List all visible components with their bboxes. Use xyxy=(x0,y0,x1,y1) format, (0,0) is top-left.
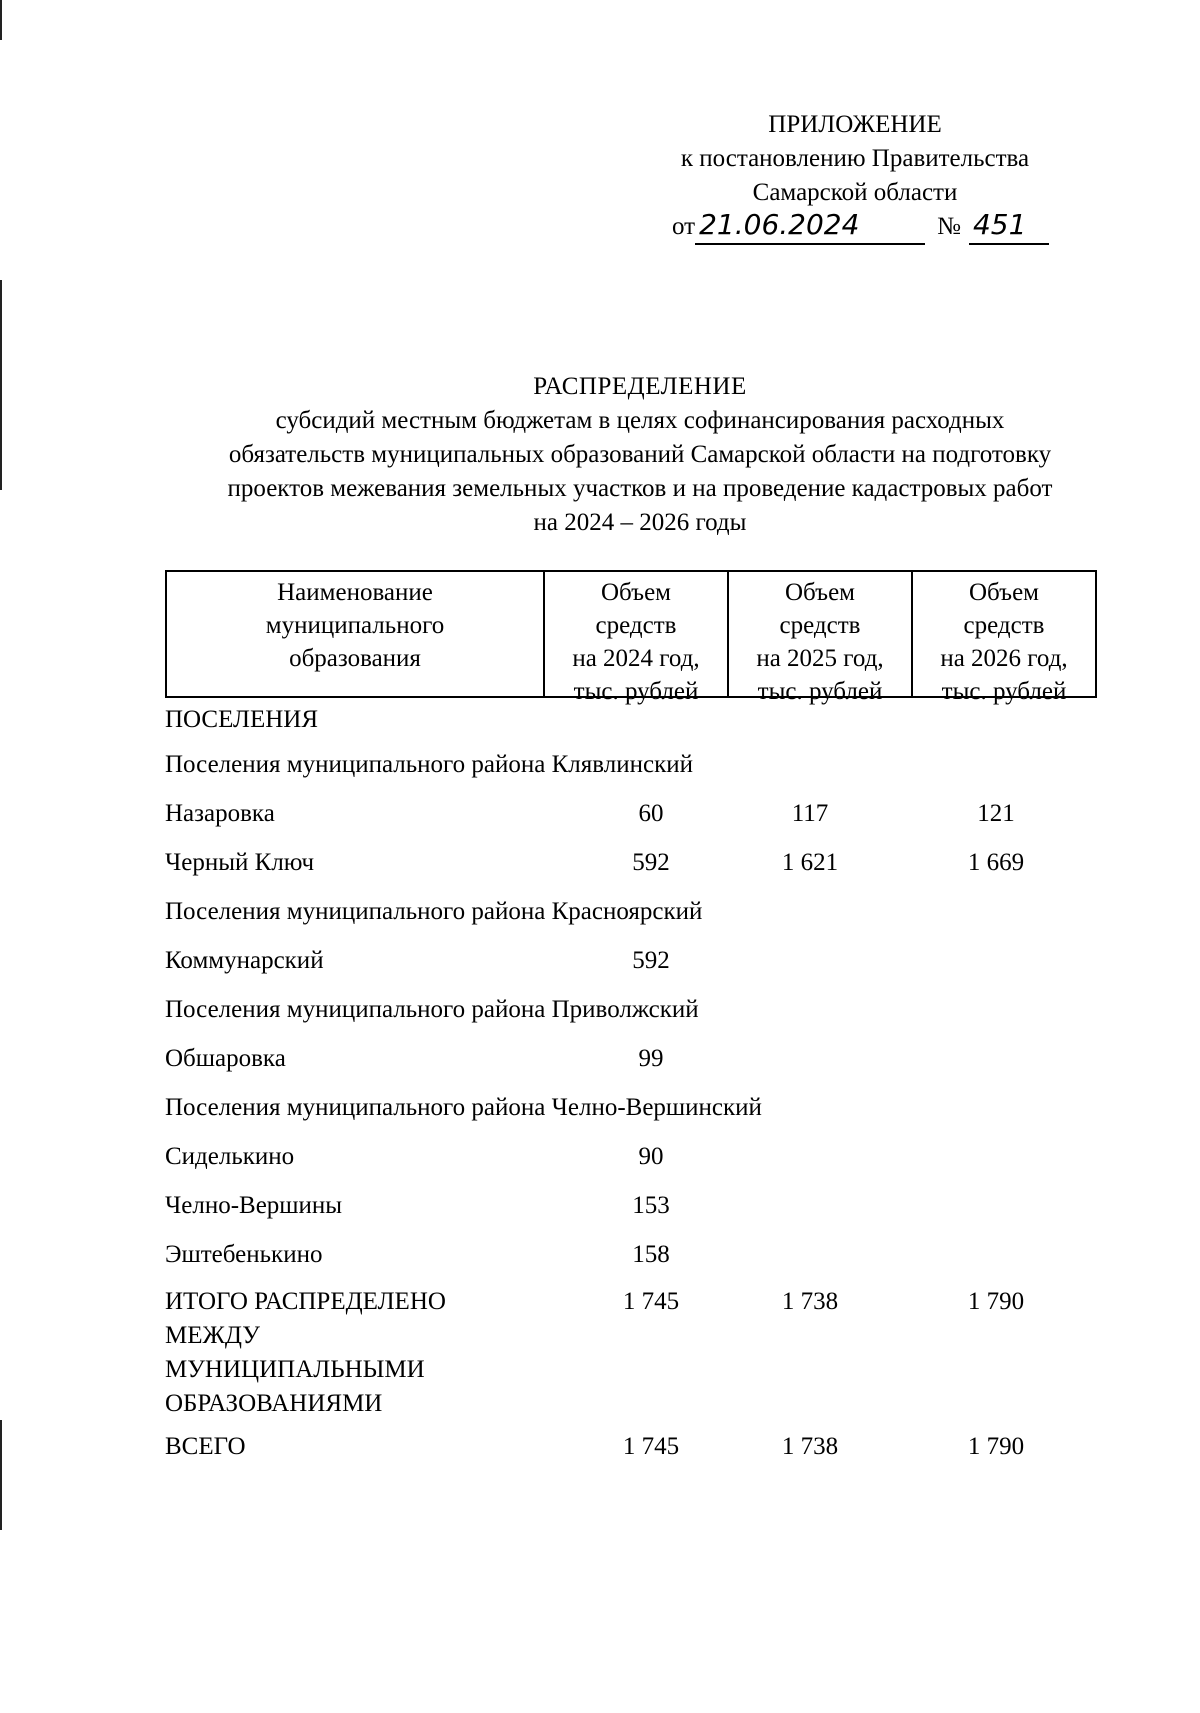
header-text: средств xyxy=(963,612,1045,639)
table-row xyxy=(165,838,1100,887)
total-label-line: ОБРАЗОВАНИЯМИ xyxy=(165,1390,383,1417)
table-row xyxy=(165,1230,1100,1279)
header-cell-name xyxy=(167,572,545,696)
scan-edge-line-mid xyxy=(0,280,2,490)
group-row xyxy=(165,1083,1100,1132)
value-2024: 99 xyxy=(638,1044,664,1072)
row-name: Сиделькино xyxy=(165,1142,295,1170)
appendix-line-1: к постановлению Правительства xyxy=(680,145,1030,172)
scan-edge-line-bottom xyxy=(0,1420,2,1530)
total-2026: 1 790 xyxy=(967,1288,1025,1315)
header-text: тыс. рублей xyxy=(941,678,1067,705)
grand-total-2025: 1 738 xyxy=(781,1433,839,1460)
group-row xyxy=(165,887,1100,936)
appendix-header xyxy=(620,108,1090,210)
total-label xyxy=(165,1285,495,1421)
value-2026: 121 xyxy=(977,799,1015,827)
value-2024: 158 xyxy=(632,1240,670,1268)
header-text: Наименование xyxy=(277,579,433,606)
section-title: ПОСЕЛЕНИЯ xyxy=(165,706,319,733)
value-2025: 1 621 xyxy=(781,848,839,876)
header-text: образования xyxy=(289,645,421,672)
grand-total-2026: 1 790 xyxy=(967,1433,1025,1460)
group-title: Поселения муниципального района Красноярский xyxy=(165,897,703,925)
header-cell-2024 xyxy=(545,572,729,705)
number-sign: № xyxy=(937,213,961,240)
header-text: Объем xyxy=(785,579,855,606)
header-text: муниципального xyxy=(265,612,445,639)
appendix-title: ПРИЛОЖЕНИЕ xyxy=(768,111,942,138)
header-text: на 2026 год, xyxy=(940,645,1068,672)
section-row xyxy=(165,700,1100,740)
header-text: на 2024 год, xyxy=(572,645,700,672)
row-name: Обшаровка xyxy=(165,1044,286,1072)
decree-reference xyxy=(672,208,1049,246)
row-name: Черный Ключ xyxy=(165,848,315,876)
from-label: от xyxy=(672,213,696,240)
total-2024: 1 745 xyxy=(622,1288,680,1315)
grand-total-label: ВСЕГО xyxy=(165,1433,246,1460)
row-name: Эштебенькино xyxy=(165,1240,323,1268)
appendix-line-2: Самарской области xyxy=(752,179,958,206)
row-name: Коммунарский xyxy=(165,946,324,974)
grand-total-row xyxy=(165,1421,1100,1473)
value-2024: 592 xyxy=(632,946,670,974)
scan-edge-line-top xyxy=(0,0,2,40)
header-text: на 2025 год, xyxy=(756,645,884,672)
header-cell-2025 xyxy=(729,572,913,705)
total-2025: 1 738 xyxy=(781,1288,839,1315)
header-text: средств xyxy=(779,612,861,639)
document-title-block xyxy=(150,370,1130,540)
group-title: Поселения муниципального района Челно-Вершинский xyxy=(165,1093,762,1121)
table-row xyxy=(165,936,1100,985)
subtitle-line: на 2024 – 2026 годы xyxy=(533,509,747,536)
grand-total-2024: 1 745 xyxy=(622,1433,680,1460)
row-name: Назаровка xyxy=(165,799,275,827)
handwritten-date: 21.06.2024 xyxy=(695,208,925,245)
value-2024: 153 xyxy=(632,1191,670,1219)
subtitle-line: проектов межевания земельных участков и на проведение кадастровых работ xyxy=(227,475,1053,502)
value-2024: 60 xyxy=(638,799,664,827)
table-body xyxy=(165,700,1100,1473)
header-text: тыс. рублей xyxy=(757,678,883,705)
handwritten-number: 451 xyxy=(969,208,1049,245)
group-title: Поселения муниципального района Клявлинский xyxy=(165,750,693,778)
total-label-line: МЕЖДУ xyxy=(165,1322,260,1349)
value-2024: 592 xyxy=(632,848,670,876)
table-row xyxy=(165,1132,1100,1181)
total-label-line: ИТОГО РАСПРЕДЕЛЕНО xyxy=(165,1288,446,1315)
header-text: средств xyxy=(595,612,677,639)
total-label-line: МУНИЦИПАЛЬНЫМИ xyxy=(165,1356,425,1383)
row-name: Челно-Вершины xyxy=(165,1191,343,1219)
header-text: тыс. рублей xyxy=(573,678,699,705)
subtitle-line: субсидий местным бюджетам в целях софинансирования расходных xyxy=(275,407,1005,434)
table-header xyxy=(165,570,1097,705)
group-row xyxy=(165,740,1100,789)
header-text: Объем xyxy=(969,579,1039,606)
table-row xyxy=(165,789,1100,838)
value-2024: 90 xyxy=(638,1142,664,1170)
group-row xyxy=(165,985,1100,1034)
document-title: РАСПРЕДЕЛЕНИЕ xyxy=(533,373,747,400)
header-text: Объем xyxy=(601,579,671,606)
total-row xyxy=(165,1279,1100,1421)
table-row xyxy=(165,1034,1100,1083)
table-row xyxy=(165,1181,1100,1230)
group-title: Поселения муниципального района Приволжский xyxy=(165,995,699,1023)
header-cell-2026 xyxy=(913,572,1095,705)
subtitle-line: обязательств муниципальных образований Самарской области на подготовку xyxy=(228,441,1052,468)
value-2025: 117 xyxy=(791,799,829,827)
value-2026: 1 669 xyxy=(967,848,1025,876)
